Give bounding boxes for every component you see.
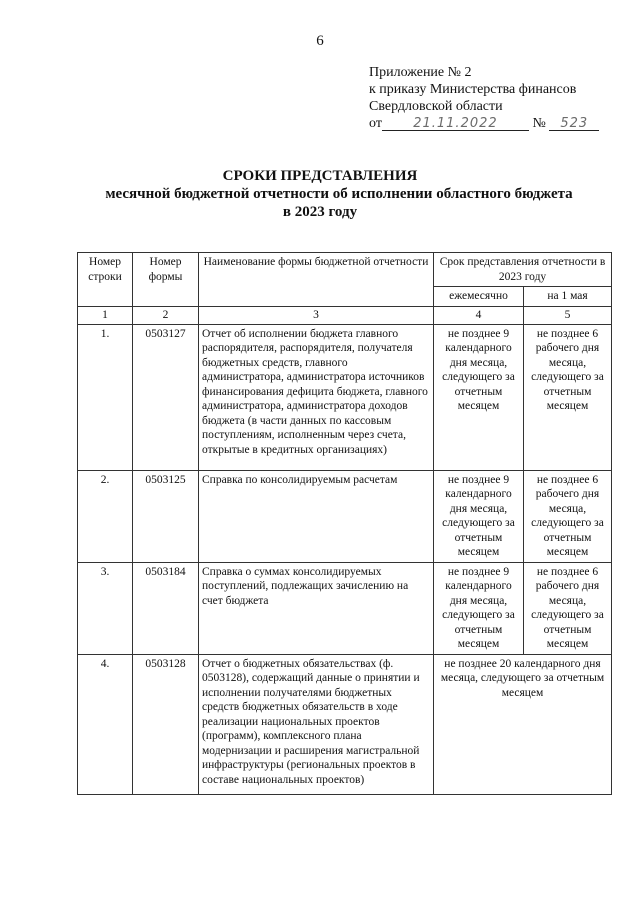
form-number: 0503127 <box>133 324 199 470</box>
appendix-date-line <box>369 115 599 132</box>
row-number: 3. <box>78 562 133 654</box>
header-may1: на 1 мая <box>524 287 612 307</box>
handwritten-number: 523 <box>560 116 589 131</box>
title-subtitle: месячной бюджетной отчетности об исполнении областного бюджета <box>105 186 573 202</box>
appendix-title: Приложение № 2 <box>369 65 472 80</box>
column-number: 3 <box>199 306 434 324</box>
appendix-region: Свердловской области <box>369 99 503 114</box>
deadline-monthly: не позднее 9 календарного дня месяца, следующего за отчетным месяцем <box>434 470 524 562</box>
form-number: 0503128 <box>133 654 199 794</box>
appendix-order-ref: к приказу Министерства финансов <box>369 82 577 97</box>
appendix-block <box>369 64 599 132</box>
header-monthly: ежемесячно <box>434 287 524 307</box>
table-row <box>78 324 612 470</box>
column-number: 5 <box>524 306 612 324</box>
form-name: Отчет об исполнении бюджета главного распорядителя, распорядителя, получателя бюджетных средств, главного администратора, администратора источников финансирования дефицита бюджета, главного администратора, администратора доходов бюджета (в части данных по кассовым поступлениям, исполненным через счета, открытые в кредитных организациях) <box>199 324 434 470</box>
date-field <box>382 115 529 131</box>
form-name: Отчет о бюджетных обязательствах (ф. 0503128), содержащий данные о принятии и исполнении получателями бюджетных средств бюджетных обязательств в ходе реализации национальных проектов (программ), комплексного плана модернизации и расширения магистральной инфраструктуры (региональных проектов в составе национальных проектов) <box>199 654 434 794</box>
form-name: Справка о суммах консолидируемых поступлений, подлежащих зачислению на счет бюджета <box>199 562 434 654</box>
table-row <box>78 654 612 794</box>
number-prefix: № <box>532 116 546 131</box>
form-number: 0503125 <box>133 470 199 562</box>
document-title <box>0 167 640 221</box>
deadlines-table <box>77 252 612 795</box>
header-form-name: Наименование формы бюджетной отчетности <box>199 253 434 307</box>
deadline-monthly: не позднее 9 календарного дня месяца, следующего за отчетным месяцем <box>434 562 524 654</box>
page-number: 6 <box>316 33 324 49</box>
table-header-row <box>78 253 612 287</box>
deadline-monthly: не позднее 9 календарного дня месяца, следующего за отчетным месяцем <box>434 324 524 470</box>
row-number: 2. <box>78 470 133 562</box>
table-row <box>78 470 612 562</box>
deadline-may1: не позднее 6 рабочего дня месяца, следующего за отчетным месяцем <box>524 562 612 654</box>
number-field <box>549 115 599 131</box>
column-number-row <box>78 306 612 324</box>
deadline-combined: не позднее 20 календарного дня месяца, следующего за отчетным месяцем <box>434 654 612 794</box>
header-row-number: Номер строки <box>78 253 133 307</box>
column-number: 4 <box>434 306 524 324</box>
header-deadline-group: Срок представления отчетности в 2023 году <box>434 253 612 287</box>
table-row <box>78 562 612 654</box>
row-number: 1. <box>78 324 133 470</box>
row-number: 4. <box>78 654 133 794</box>
header-form-number: Номер формы <box>133 253 199 307</box>
form-name: Справка по консолидируемым расчетам <box>199 470 434 562</box>
title-main: СРОКИ ПРЕДСТАВЛЕНИЯ <box>222 168 418 184</box>
date-prefix: от <box>369 116 382 131</box>
column-number: 1 <box>78 306 133 324</box>
deadline-may1: не позднее 6 рабочего дня месяца, следующего за отчетным месяцем <box>524 324 612 470</box>
handwritten-date: 21.11.2022 <box>413 116 498 131</box>
column-number: 2 <box>133 306 199 324</box>
form-number: 0503184 <box>133 562 199 654</box>
deadline-may1: не позднее 6 рабочего дня месяца, следующего за отчетным месяцем <box>524 470 612 562</box>
title-year: в 2023 году <box>282 204 358 220</box>
